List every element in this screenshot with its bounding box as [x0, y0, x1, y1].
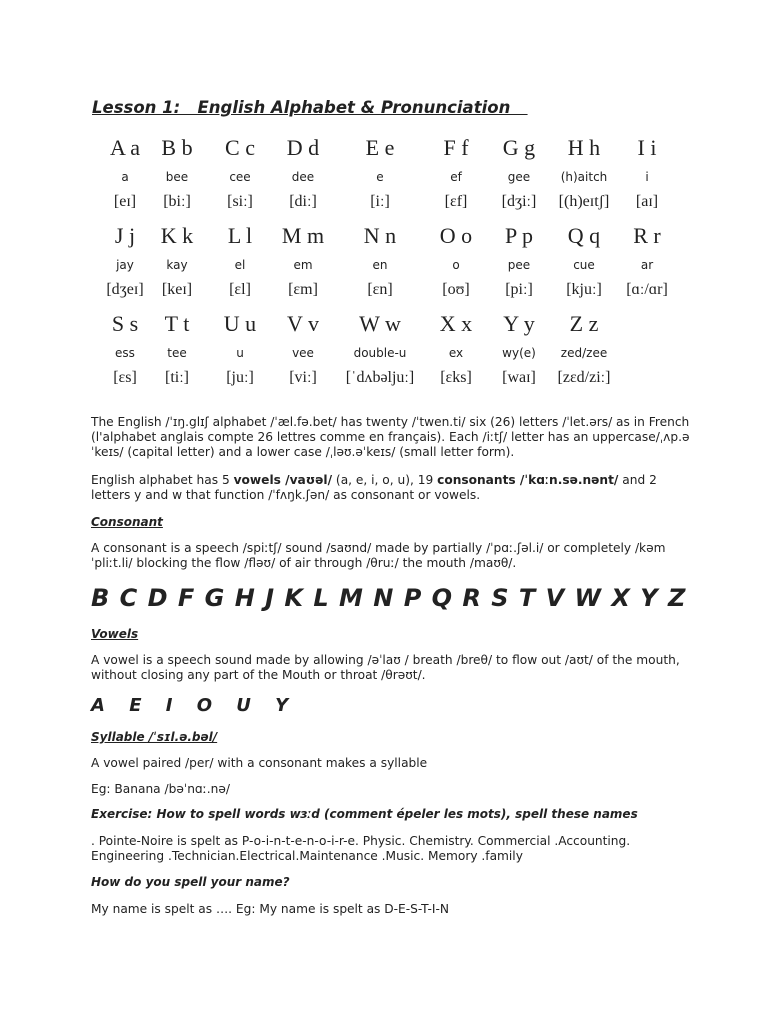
letter-name: e: [376, 170, 384, 184]
letter-glyph: P p: [505, 223, 533, 248]
letter-card-m: [264, 221, 342, 301]
letter-name: a: [121, 170, 129, 184]
vowels-definition: A vowel is a speech sound made by allowing /əˈlaʊ / breath /breθ/ to flow out /aʊt/ of the mouth, without closing any part of the Mouth or throat /θrəʊt/.: [91, 653, 680, 682]
vowels-term: vowels /vaʊəl/: [233, 473, 333, 487]
letter-ipa: [kjuː]: [566, 281, 602, 298]
letter-glyph: L l: [227, 223, 253, 248]
letter-name: (h)aitch: [560, 170, 608, 184]
letter-ipa: [tiː]: [165, 369, 189, 386]
letter-card-z: [545, 309, 623, 389]
letter-ipa: [viː]: [289, 369, 317, 386]
letter-glyph: H h: [567, 135, 601, 160]
letter-ipa: [ɛn]: [367, 281, 393, 298]
summary-text: English alphabet has 5: [91, 473, 234, 487]
summary-text: (a, e, i, o, u), 19: [332, 473, 438, 487]
letter-card-d: [264, 133, 342, 213]
letter-name: o: [452, 258, 460, 272]
alphabet-row-2: [86, 221, 686, 309]
question-heading: How do you spell your name?: [91, 875, 290, 889]
letter-glyph: Y y: [503, 311, 535, 336]
letter-glyph: D d: [286, 135, 320, 160]
letter-name: cue: [573, 258, 595, 272]
letter-name: vee: [292, 346, 314, 360]
letter-card-e: [341, 133, 419, 213]
letter-name: pee: [507, 258, 531, 272]
letter-glyph: G g: [502, 135, 536, 160]
letter-card-r: [608, 221, 686, 301]
letter-glyph: J j: [114, 223, 136, 248]
vowels-heading: Vowels: [91, 627, 139, 641]
consonants-term: consonants /ˈkɑːn.sə.nənt/: [437, 473, 619, 487]
letter-card-i: [608, 133, 686, 213]
letter-name: wy(e): [502, 346, 536, 360]
letter-ipa: [siː]: [227, 193, 253, 210]
syllable-definition: A vowel paired /per/ with a consonant makes a syllable: [91, 756, 428, 770]
letter-ipa: [piː]: [505, 281, 533, 298]
letter-glyph: Z z: [569, 311, 599, 336]
letter-glyph: T t: [164, 311, 190, 336]
letter-ipa: [ˈdʌbəljuː]: [345, 369, 415, 386]
letter-name: en: [372, 258, 388, 272]
letter-ipa: [eɪ]: [113, 193, 137, 210]
lesson-title: Lesson 1: English Alphabet & Pronunciation: [92, 98, 528, 117]
letter-name: ar: [640, 258, 654, 272]
letter-name: kay: [166, 258, 188, 272]
alphabet-grid: [86, 133, 686, 397]
letter-name: ess: [115, 346, 135, 360]
alphabet-row-3: [86, 309, 686, 397]
vowel-letters: A E I O U Y: [91, 695, 298, 716]
letter-glyph: Q q: [567, 223, 601, 248]
letter-ipa: [keɪ]: [161, 281, 193, 298]
letter-ipa: [ɛl]: [229, 281, 251, 298]
letter-glyph: I i: [637, 135, 657, 160]
letter-glyph: B b: [161, 135, 193, 160]
letter-glyph: N n: [363, 223, 397, 248]
letter-ipa: [biː]: [163, 193, 191, 210]
letter-ipa: [oʊ]: [442, 281, 470, 298]
consonant-letters: B C D F G H J K L M N P Q R S T V W X Y Z: [91, 584, 687, 612]
letter-name: u: [236, 346, 244, 360]
syllable-heading: Syllable /ˈsɪl.ə.bəl/: [91, 730, 218, 744]
letter-ipa: [zɛd/ziː]: [557, 369, 611, 386]
letter-ipa: [ɛks]: [440, 369, 472, 386]
letter-glyph: F f: [443, 135, 469, 160]
syllable-example: Eg: Banana /bəˈnɑː.nə/: [91, 782, 230, 796]
summary-text: and 2 letters y and w that function /ˈfʌŋk.ʃən/ as consonant or vowels.: [91, 473, 657, 502]
letter-glyph: O o: [439, 223, 473, 248]
letter-name: i: [645, 170, 649, 184]
letter-ipa: [iː]: [370, 193, 390, 210]
answer-text: My name is spelt as …. Eg: My name is spelt as D-E-S-T-I-N: [91, 902, 450, 916]
exercise-heading: Exercise: How to spell words wɜːd (comment épeler les mots), spell these names: [91, 807, 638, 821]
letter-glyph: V v: [287, 311, 319, 336]
letter-ipa: [ɛf]: [444, 193, 468, 210]
letter-card-n: [341, 221, 419, 301]
letter-ipa: [waɪ]: [502, 369, 536, 386]
letter-name: double-u: [353, 346, 407, 360]
intro-paragraph: The English /ˈɪŋ.glɪʃ alphabet /ˈæl.fə.bet/ has twenty /ˈtwen.ti/ six (26) letters /ˈlet.ərs/ as in French (l'alphabet anglais compte 26 lettres comme en français). Each /iːtʃ/ letter has an uppercase/ˌʌp.əˈkeɪs/ (capital letter) and a lower case /ˌləʊ.əˈkeɪs/ (small letter form).: [91, 415, 690, 459]
letter-ipa: [(h)eɪtʃ]: [558, 193, 610, 210]
letter-name: cee: [229, 170, 251, 184]
alphabet-row-1: [86, 133, 686, 221]
letter-name: em: [293, 258, 313, 272]
summary-paragraph: [91, 473, 691, 503]
letter-ipa: [juː]: [226, 369, 254, 386]
letter-glyph: M m: [281, 223, 325, 248]
letter-glyph: R r: [633, 223, 661, 248]
letter-glyph: X x: [439, 311, 473, 336]
exercise-text: . Pointe-Noire is spelt as P-o-i-n-t-e-n-o-i-r-e. Physic. Chemistry. Commercial .Accounting. Engineering .Technician.Electrical.Maintenance .Music. Memory .family: [91, 834, 631, 863]
letter-name: ef: [450, 170, 462, 184]
letter-glyph: K k: [160, 223, 194, 248]
letter-glyph: S s: [111, 311, 139, 336]
consonant-heading: Consonant: [91, 515, 163, 529]
letter-name: tee: [167, 346, 187, 360]
letter-glyph: W w: [359, 311, 401, 336]
letter-ipa: [dʒiː]: [501, 193, 537, 210]
consonant-definition: A consonant is a speech /spiːtʃ/ sound /saʊnd/ made by partially /ˈpɑː.ʃəl.i/ or completely /kəmˈpliːt.li/ blocking the flow /fləʊ/ of air through /θruː/ the mouth /maʊθ/.: [91, 541, 666, 570]
letter-ipa: [aɪ]: [635, 193, 659, 210]
letter-name: ex: [448, 346, 464, 360]
letter-name: bee: [165, 170, 189, 184]
letter-name: jay: [116, 258, 134, 272]
letter-glyph: C c: [225, 135, 255, 160]
letter-glyph: U u: [223, 311, 257, 336]
letter-name: el: [234, 258, 246, 272]
letter-card-w: [341, 309, 419, 389]
letter-ipa: [ɛs]: [113, 369, 137, 386]
letter-name: zed/zee: [560, 346, 608, 360]
letter-ipa: [ɛm]: [288, 281, 318, 298]
letter-name: dee: [291, 170, 315, 184]
letter-ipa: [ɑː/ɑr]: [626, 281, 668, 298]
letter-ipa: [diː]: [289, 193, 317, 210]
letter-card-v: [264, 309, 342, 389]
letter-glyph: A a: [110, 135, 140, 160]
letter-glyph: E e: [365, 135, 395, 160]
letter-name: gee: [507, 170, 531, 184]
letter-ipa: [dʒeɪ]: [106, 281, 144, 298]
